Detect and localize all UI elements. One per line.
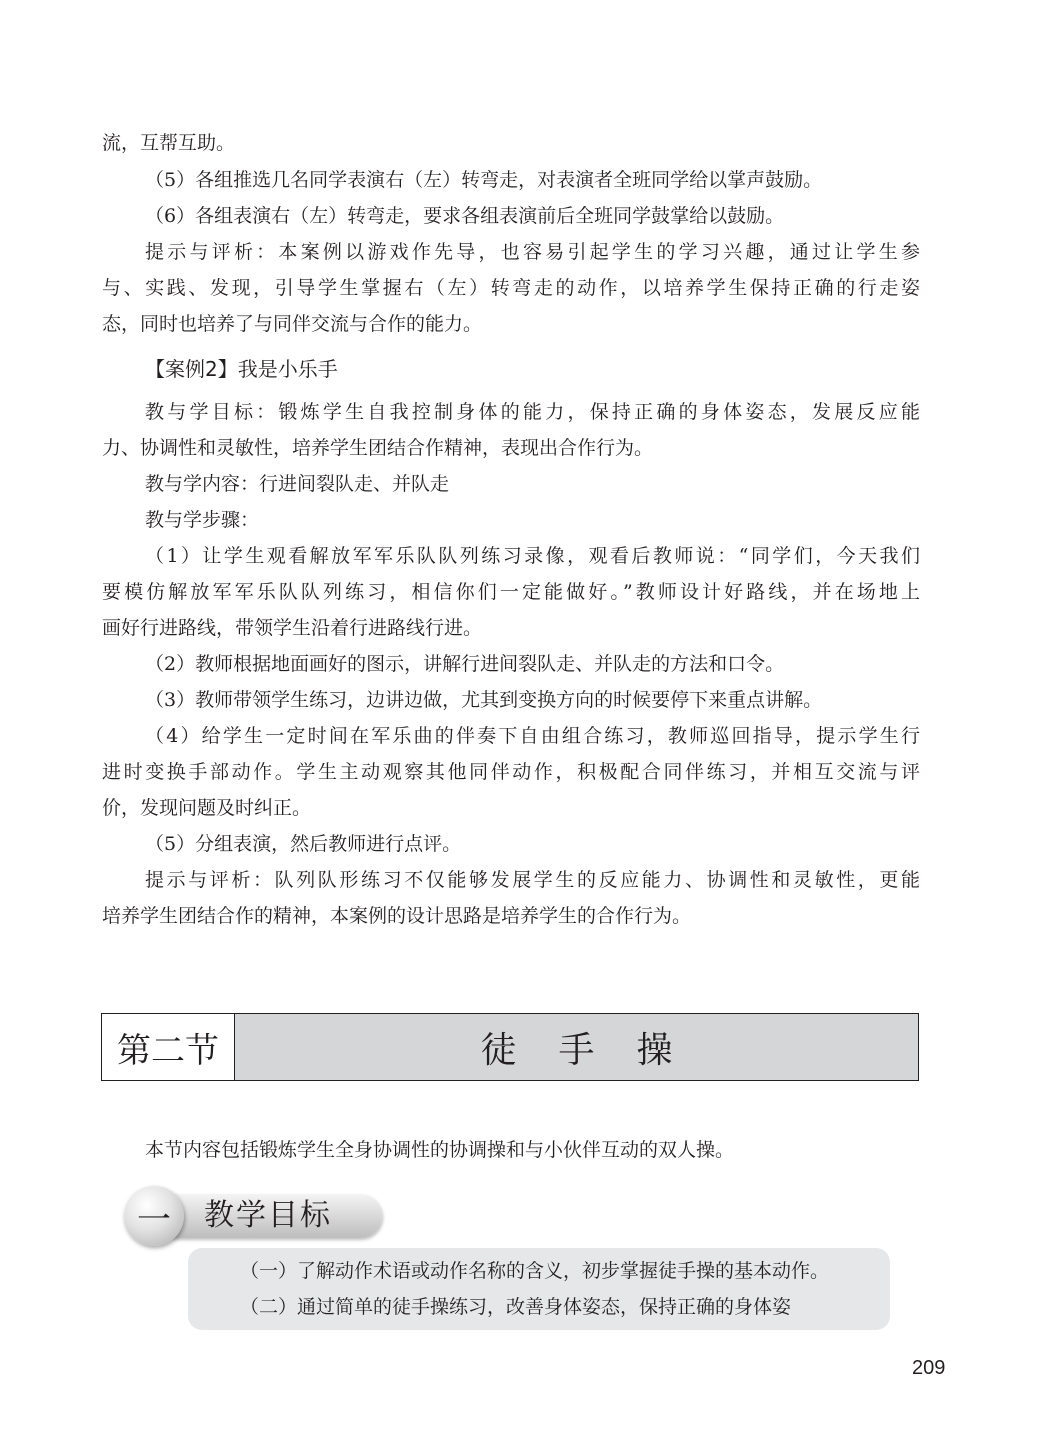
- paragraph-line: （6）各组表演右（左）转弯走，要求各组表演前后全班同学鼓掌给以鼓励。: [145, 205, 785, 227]
- paragraph-line: 培养学生团结合作的精神，本案例的设计思路是培养学生的合作行为。: [102, 905, 692, 927]
- objective-item: （一）了解动作术语或动作名称的含义，初步掌握徒手操的基本动作。: [240, 1260, 830, 1282]
- page-number: 209: [912, 1357, 946, 1379]
- paragraph-line: （3）教师带领学生练习，边讲边做，尤其到变换方向的时候要停下来重点讲解。: [145, 689, 823, 711]
- paragraph-line: 进时变换手部动作。学生主动观察其他同伴动作，积极配合同伴练习，并相互交流与评: [102, 761, 920, 783]
- objective-label: 教学目标: [204, 1198, 332, 1233]
- section-title: 徒手操: [235, 1014, 918, 1080]
- paragraph-line: 与、实践、发现，引导学生掌握右（左）转弯走的动作，以培养学生保持正确的行走姿: [102, 277, 920, 299]
- paragraph-line: 教与学目标：锻炼学生自我控制身体的能力，保持正确的身体姿态，发展反应能: [145, 401, 920, 423]
- paragraph-line: 提示与评析：队列队形练习不仅能够发展学生的反应能力、协调性和灵敏性，更能: [145, 869, 920, 891]
- objective-heading: [124, 1186, 364, 1246]
- paragraph-line: 价，发现问题及时纠正。: [102, 797, 312, 819]
- paragraph-line: （1）让学生观看解放军军乐队队列练习录像，观看后教师说：“同学们，今天我们: [145, 545, 920, 567]
- case-title: 【案例2】我是小乐手: [145, 357, 338, 381]
- paragraph-line: （5）各组推选几名同学表演右（左）转弯走，对表演者全班同学给以掌声鼓励。: [145, 169, 823, 191]
- paragraph-line: 提示与评析：本案例以游戏作先导，也容易引起学生的学习兴趣，通过让学生参: [145, 241, 920, 263]
- paragraph-line: （5）分组表演，然后教师进行点评。: [145, 833, 462, 855]
- paragraph-line: 态，同时也培养了与同伴交流与合作的能力。: [102, 313, 483, 335]
- section-header: [101, 1013, 919, 1081]
- paragraph-line: （4）给学生一定时间在军乐曲的伴奏下自由组合练习，教师巡回指导，提示学生行: [145, 725, 920, 747]
- paragraph-line: 流，互帮互助。: [102, 132, 236, 154]
- paragraph-line: 教与学步骤：: [145, 509, 260, 531]
- section-number: 第二节: [102, 1014, 235, 1080]
- objective-numeral-badge: 一: [124, 1186, 184, 1246]
- objective-item: （二）通过简单的徒手操练习，改善身体姿态，保持正确的身体姿: [240, 1296, 792, 1318]
- paragraph-line: 要模仿解放军军乐队队列练习，相信你们一定能做好。”教师设计好路线，并在场地上: [102, 581, 920, 603]
- paragraph-line: （2）教师根据地面画好的图示，讲解行进间裂队走、并队走的方法和口令。: [145, 653, 785, 675]
- paragraph-line: 画好行进路线，带领学生沿着行进路线行进。: [102, 617, 483, 639]
- paragraph-line: 教与学内容：行进间裂队走、并队走: [145, 473, 450, 495]
- section-intro: 本节内容包括锻炼学生全身协调性的协调操和与小伙伴互动的双人操。: [145, 1139, 735, 1161]
- paragraph-line: 力、协调性和灵敏性，培养学生团结合作精神，表现出合作行为。: [102, 437, 654, 459]
